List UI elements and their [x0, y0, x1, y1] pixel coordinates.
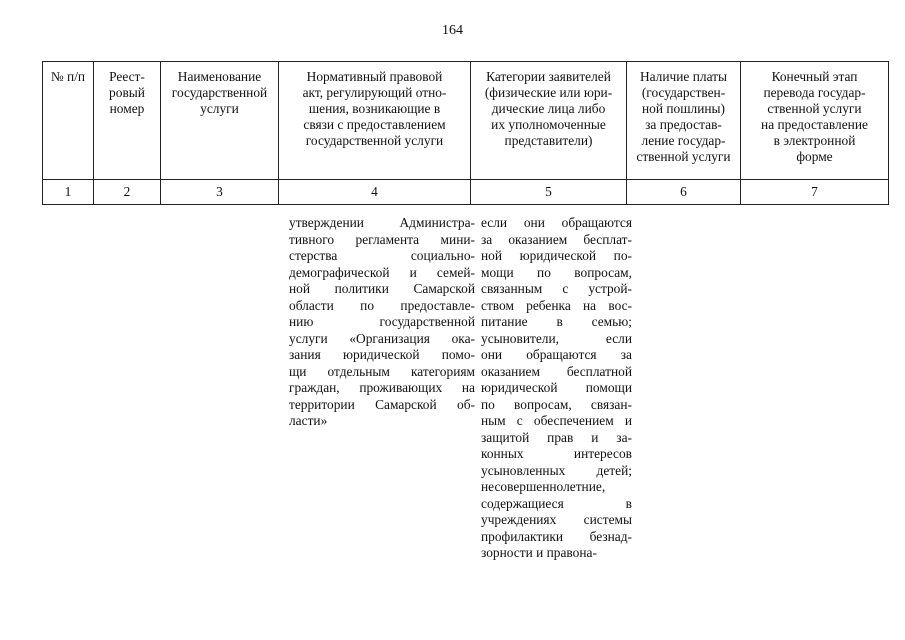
text-line: защитой прав и за- [481, 429, 632, 445]
text-line: за оказанием бесплат- [481, 231, 632, 247]
table-header-row [43, 62, 889, 180]
header-line: Наличие платы [639, 69, 728, 84]
text-line: тивного регламента мини- [289, 231, 475, 247]
header-cell-number [43, 62, 94, 180]
header-line: за предостав- [645, 117, 722, 132]
text-line: профилактики безнад- [481, 528, 632, 544]
column-number-cell: 5 [471, 180, 627, 205]
text-line: оказанием бесплатной [481, 363, 632, 379]
text-line: утверждении Администра- [289, 215, 475, 230]
text-line: зорности и правона- [481, 545, 597, 560]
header-line: государственной [171, 85, 268, 100]
header-cell-legal-act [279, 62, 471, 180]
column-number-cell: 1 [43, 180, 94, 205]
text-line: конных интересов [481, 446, 632, 461]
text-line: усыновленных детей; [481, 462, 632, 478]
header-line: ровый [109, 85, 145, 100]
text-line: несовершеннолетние, [481, 479, 606, 494]
text-line: граждан, проживающих на [289, 380, 475, 395]
legal-act-continuation-text [289, 215, 475, 430]
text-line: если они обращаются [481, 215, 632, 230]
column-number-row [43, 180, 889, 205]
text-line: юридической помощи [481, 380, 632, 395]
column-number-cell: 3 [161, 180, 279, 205]
header-line: номер [109, 101, 145, 116]
header-line: дические лица либо [491, 101, 606, 116]
column-number-cell: 7 [741, 180, 889, 205]
text-line: ством ребенка на вос- [481, 297, 632, 313]
header-line: (физические или юри- [484, 85, 613, 100]
header-line: ственной услуги [636, 149, 731, 164]
header-line: Конечный этап [771, 69, 858, 84]
header-line: шения, возникающие в [308, 101, 441, 116]
text-line: усыновители, если [481, 330, 632, 346]
header-line: государственной услуги [305, 133, 444, 148]
text-line: содержащиеся в [481, 495, 632, 511]
applicant-categories-continuation-text [481, 215, 632, 562]
text-line: демографической и семей- [289, 264, 475, 280]
text-line: ной юридической по- [481, 248, 632, 263]
header-line: представители) [504, 133, 593, 148]
header-line: на предоставление [761, 117, 868, 132]
header-line: услуги [200, 101, 239, 116]
header-line: ственной услуги [767, 101, 862, 116]
text-line: территории Самарской об- [289, 396, 475, 412]
header-line: (государствен- [641, 85, 726, 100]
header-line: Реест- [109, 69, 145, 84]
header-cell-service-name [161, 62, 279, 180]
page-number: 164 [442, 23, 463, 38]
column-number-cell: 4 [279, 180, 471, 205]
header-line: № п/п [50, 69, 86, 84]
header-line: акт, регулирующий отно- [302, 85, 447, 100]
text-line: зания юридической помо- [289, 347, 475, 362]
text-line: нию государственной [289, 314, 475, 329]
header-cell-electronic-stage [741, 62, 889, 180]
text-line: учреждениях системы [481, 512, 632, 527]
header-cell-applicant-categories [471, 62, 627, 180]
services-registry-table [42, 61, 889, 205]
text-line: питание в семью; [481, 314, 632, 329]
text-line: стерства социально- [289, 248, 475, 263]
column-number-cell: 6 [627, 180, 741, 205]
header-line: связи с предоставлением [303, 117, 446, 132]
header-cell-registry-number [94, 62, 161, 180]
header-line: Категории заявителей [486, 69, 611, 84]
header-line: ление государ- [641, 133, 726, 148]
text-line: ласти» [289, 413, 328, 428]
header-line: Наименование [177, 69, 262, 84]
text-line: щи отдельным категориям [289, 363, 475, 379]
header-line: в электронной [773, 133, 856, 148]
text-line: мощи по вопросам, [481, 264, 632, 280]
header-line: перевода государ- [763, 85, 866, 100]
text-line: связанным с устрой- [481, 281, 632, 296]
text-line: они обращаются за [481, 347, 632, 362]
text-line: по вопросам, связан- [481, 396, 632, 412]
text-line: услуги «Организация ока- [289, 330, 475, 346]
text-line: ной политики Самарской [289, 281, 475, 296]
text-line: ным с обеспечением и [481, 413, 632, 428]
header-line: их уполномоченные [491, 117, 606, 132]
text-line: области по предоставле- [289, 297, 475, 313]
header-line: Нормативный правовой [306, 69, 443, 84]
header-cell-fee [627, 62, 741, 180]
column-number-cell: 2 [94, 180, 161, 205]
header-line: форме [796, 149, 833, 164]
header-line: ной пошлины) [641, 101, 726, 116]
